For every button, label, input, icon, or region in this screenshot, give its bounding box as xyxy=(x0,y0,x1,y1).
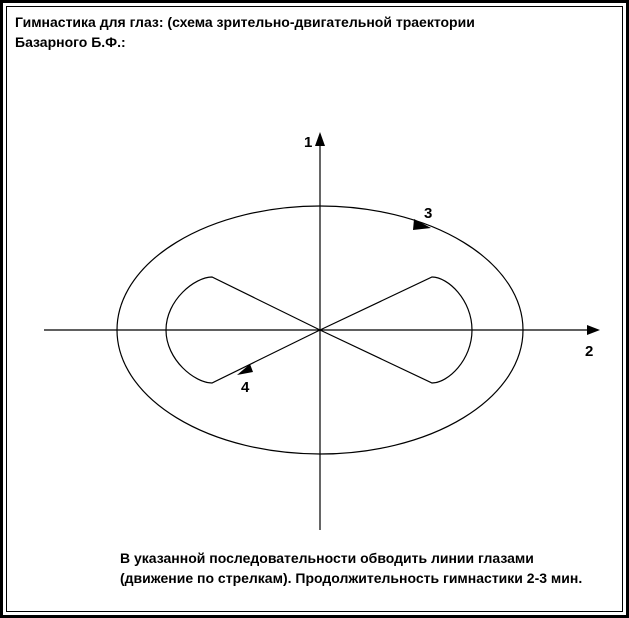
title-line-1: Гимнастика для глаз: (схема зрительно-двигательной траектории xyxy=(15,14,475,30)
caption-line-2: (движение по стрелкам). Продолжительность гимнастики 2-3 мин. xyxy=(120,570,583,586)
ellipse-arrow-label: 3 xyxy=(424,205,433,222)
caption-line-1: В указанной последовательности обводить линии глазами xyxy=(120,550,534,566)
title-line-2: Базарного Б.Ф.: xyxy=(15,34,126,50)
horizontal-axis-label: 2 xyxy=(585,343,594,360)
horizontal-axis-arrowhead xyxy=(587,325,600,335)
vertical-axis-arrowhead xyxy=(315,132,325,146)
vertical-axis-label: 1 xyxy=(304,134,313,151)
instructions-caption xyxy=(120,548,620,588)
figure-eight-arrow-label: 4 xyxy=(241,379,250,396)
